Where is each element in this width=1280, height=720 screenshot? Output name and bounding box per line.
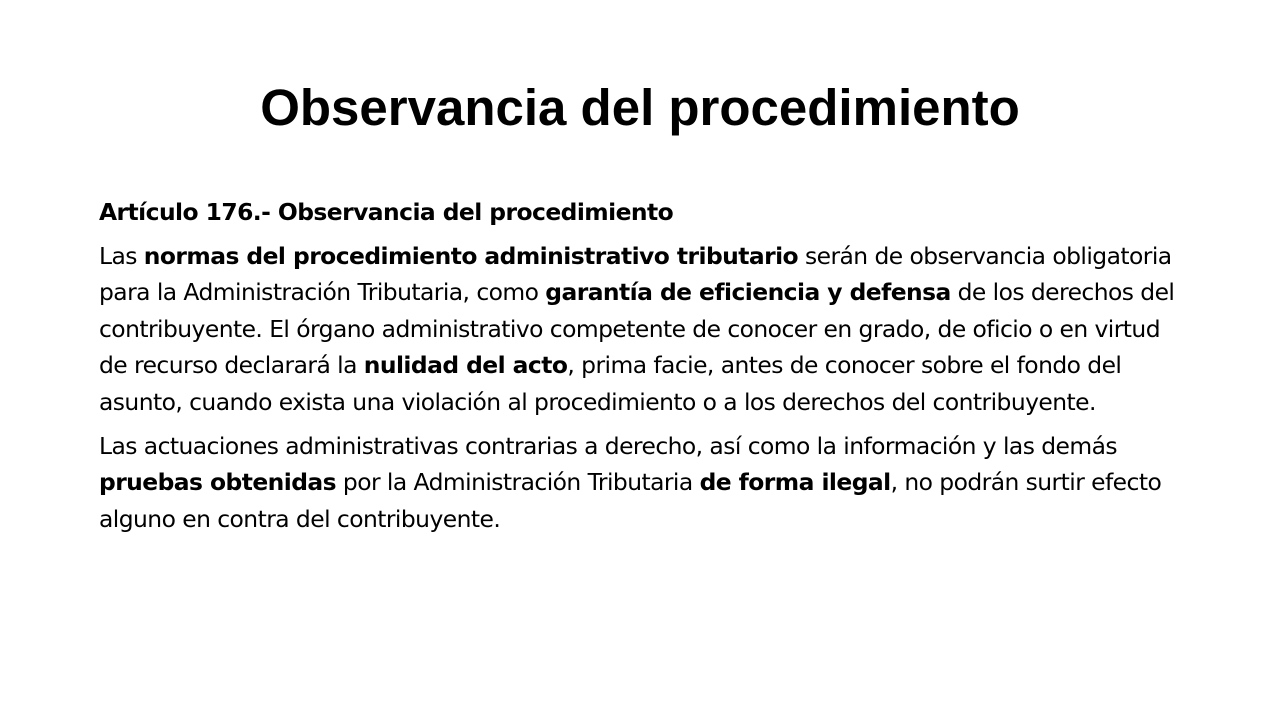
bold-run: pruebas obtenidas xyxy=(99,468,337,497)
text-run: Las actuaciones administrativas contrarias a derecho, así como la información y las demás xyxy=(99,431,1118,460)
text-run: serán de observancia obligatoria para la Administración Tributaria, como xyxy=(99,241,1172,307)
bold-run: garantía de eficiencia y defensa xyxy=(545,278,951,307)
bold-run: normas del procedimiento administrativo tributario xyxy=(143,241,799,270)
article-heading: Artículo 176.- Observancia del procedimiento xyxy=(99,198,674,226)
text-run: , prima facie, antes de conocer sobre el fondo del asunto, cuando exista una violación al procedimiento o a los derechos del contribuyente. xyxy=(99,351,1122,416)
slide-title: Observancia del procedimiento xyxy=(260,79,1020,136)
text-run: por la Administración Tributaria xyxy=(336,468,700,497)
paragraph-1 xyxy=(99,238,1184,421)
text-run: Las xyxy=(99,241,144,270)
text-run: , no podrán surtir efecto alguno en contra del contribuyente. xyxy=(99,468,1162,533)
bold-run: de forma ilegal xyxy=(699,468,891,497)
text-run: de los derechos del contribuyente. El órgano administrativo competente de conocer en grado, de oficio o en virtud de recurso declarará la xyxy=(99,278,1175,380)
slide-body xyxy=(99,194,1184,544)
bold-run: nulidad del acto xyxy=(363,351,568,380)
paragraph-2 xyxy=(99,428,1184,538)
